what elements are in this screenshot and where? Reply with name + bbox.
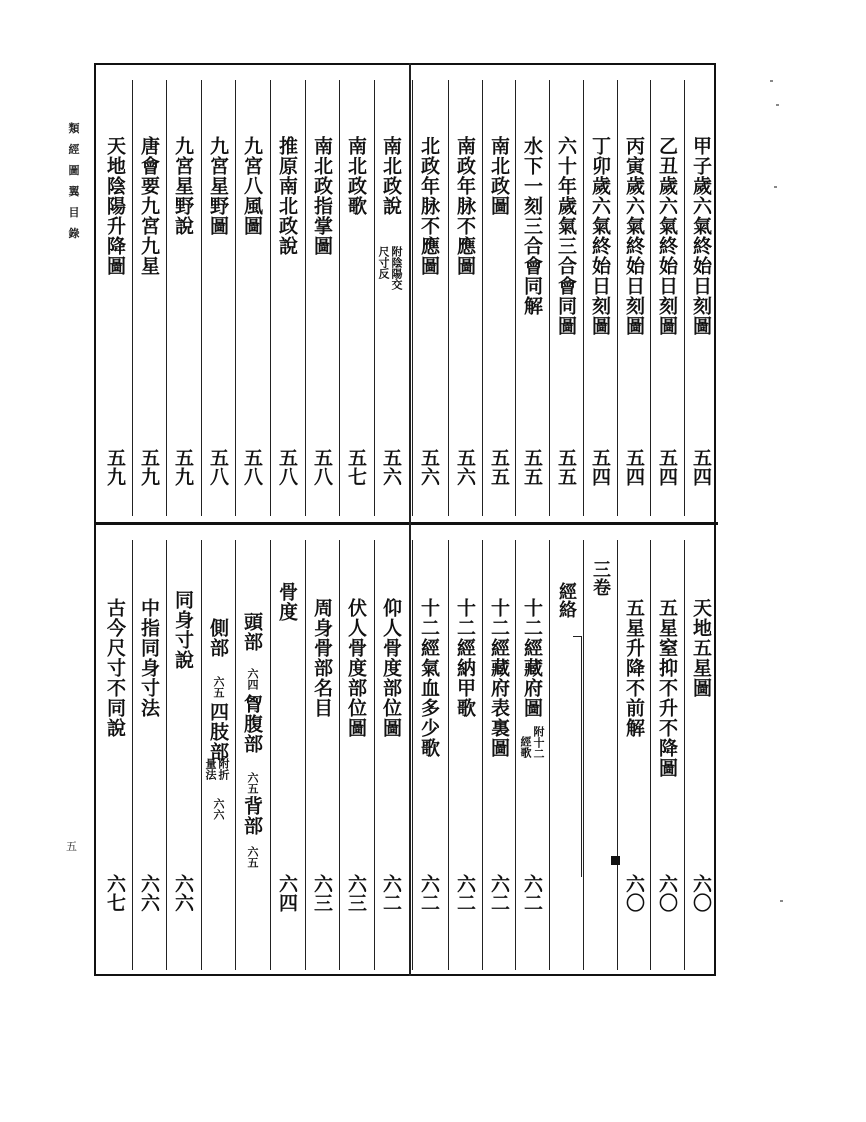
section-char: 錄 [68,227,80,240]
toc-entry [270,526,304,976]
entry-page: 六六 [172,874,194,912]
toc-entry-group [201,526,235,976]
entry-note: 附十二 [532,726,545,759]
entry-page-small: 六五 [212,676,225,698]
entry-page: 五七 [345,448,367,486]
toc-entry [549,66,583,522]
toc-entry [98,526,132,976]
entry-page: 五六 [380,448,402,486]
entry-page: 六〇 [656,874,678,912]
toc-entry [482,66,516,522]
toc-entry [374,66,408,522]
entry-page: 五五 [555,448,577,486]
entry-page: 五四 [623,448,645,486]
toc-entry [339,66,373,522]
toc-entry [98,66,132,522]
entry-title: 南北政圖 [488,136,510,216]
entry-title: 六十年歲氣三合會同圖 [555,136,577,336]
toc-entry [684,526,718,976]
toc-entry [132,66,166,522]
entry-page: 六二 [521,874,543,912]
toc-entry [684,66,718,522]
entry-title: 天地陰陽升降圖 [104,136,126,276]
scan-speck [776,104,779,106]
horizontal-divider [94,522,718,525]
toc-entry [650,66,684,522]
entry-title: 仰人骨度部位圖 [380,598,402,738]
section-label: 經絡 [556,582,577,618]
entry-title: 十二經納甲歌 [454,598,476,718]
section-bracket [573,636,582,877]
entry-note: 附折 [217,758,230,780]
toc-entry [583,66,617,522]
entry-title: 十二經氣血多少歌 [418,598,440,758]
entry-title: 五星窒抑不升不降圖 [656,598,678,778]
toc-entry [515,66,549,522]
entry-title: 伏人骨度部位圖 [345,598,367,738]
toc-entry-group [235,526,269,976]
entry-title: 乙丑歲六氣終始日刻圖 [656,136,678,336]
section-heading [549,526,583,976]
toc-entry [132,526,166,976]
entry-page: 六〇 [690,874,712,912]
book-title-char: 類 [68,122,80,135]
toc-entry [339,526,373,976]
upper-toc [96,66,716,522]
entry-page: 五四 [656,448,678,486]
entry-page: 六三 [345,874,367,912]
entry-title: 南北政指掌圖 [311,136,333,256]
entry-page: 五九 [104,448,126,486]
entry-page: 六四 [276,874,298,912]
entry-page: 六〇 [623,874,645,912]
entry-title: 頭部 [241,612,263,652]
entry-page: 五八 [276,448,298,486]
entry-page: 五四 [690,448,712,486]
entry-page: 五九 [138,448,160,486]
entry-page: 五四 [589,448,611,486]
entry-note: 尺寸反 [377,246,390,279]
toc-entry [305,66,339,522]
entry-page: 六三 [311,874,333,912]
entry-title: 四肢部 [207,702,229,762]
page-number: 五 [66,840,77,853]
toc-entry [650,526,684,976]
toc-entry [482,526,516,976]
entry-page: 五九 [172,448,194,486]
entry-title: 九宮星野圖 [207,136,229,236]
entry-page: 五五 [488,448,510,486]
entry-page-small: 六五 [246,772,259,794]
entry-note: 附陰陽交 [390,246,403,290]
entry-title: 骨度 [276,582,298,622]
entry-title: 南政年脉不應圖 [454,136,476,276]
entry-page-small: 六四 [246,668,259,690]
volume-heading [583,526,617,976]
toc-entry [166,526,200,976]
entry-page: 六二 [380,874,402,912]
toc-entry [448,526,482,976]
entry-title: 同身寸說 [172,590,194,670]
entry-title: 側部 [207,618,229,658]
toc-entry [305,526,339,976]
entry-page: 六二 [488,874,510,912]
toc-entry [617,526,651,976]
toc-entry [201,66,235,522]
volume-label: 三卷 [590,560,611,596]
entry-title: 九宮八風圖 [241,136,263,236]
entry-title: 古今尺寸不同說 [104,598,126,738]
entry-note: 經歌 [519,736,532,758]
scan-speck [770,80,773,82]
toc-entry [448,66,482,522]
entry-title: 甲子歲六氣終始日刻圖 [690,136,712,336]
entry-page: 六二 [454,874,476,912]
lower-toc [96,526,716,976]
entry-title: 丙寅歲六氣終始日刻圖 [623,136,645,336]
entry-title: 十二經藏府圖 [521,598,543,718]
entry-page-small: 六五 [246,846,259,868]
toc-entry [412,526,446,976]
toc-entry [617,66,651,522]
entry-title: 水下一刻三合會同解 [521,136,543,316]
running-head [66,118,82,244]
entry-title: 丁卯歲六氣終始日刻圖 [589,136,611,336]
entry-page-small: 六六 [212,798,225,820]
toc-entry [166,66,200,522]
entry-page: 五八 [311,448,333,486]
entry-page: 六七 [104,874,126,912]
entry-page: 五五 [521,448,543,486]
entry-page: 五六 [418,448,440,486]
entry-page: 五八 [241,448,263,486]
entry-title: 中指同身寸法 [138,598,160,718]
entry-page: 六六 [138,874,160,912]
entry-title: 九宮星野說 [172,136,194,236]
entry-title: 唐會要九宮九星 [138,136,160,276]
toc-entry [270,66,304,522]
section-char: 目 [68,206,80,219]
entry-title: 南北政說 [380,136,402,216]
entry-title: 背部 [241,796,263,836]
entry-title: 南北政歌 [345,136,367,216]
toc-entry [515,526,549,976]
entry-page: 五六 [454,448,476,486]
entry-title: 五星升降不前解 [623,598,645,738]
toc-entry [374,526,408,976]
entry-title: 周身骨部名目 [311,598,333,718]
entry-title: 北政年脉不應圖 [418,136,440,276]
entry-title: 天地五星圖 [690,598,712,698]
entry-note: 量法 [204,758,217,780]
scan-speck [774,186,777,188]
book-title-char: 圖 [68,164,80,177]
entry-title: 十二經藏府表裏圖 [488,598,510,758]
entry-page: 五八 [207,448,229,486]
toc-entry [235,66,269,522]
entry-title: 胷腹部 [241,694,263,754]
book-title-char: 經 [68,143,80,156]
book-title-char: 翼 [68,185,80,198]
toc-entry [412,66,446,522]
entry-title: 推原南北政說 [276,136,298,256]
scan-speck [780,900,783,902]
entry-page: 六二 [418,874,440,912]
